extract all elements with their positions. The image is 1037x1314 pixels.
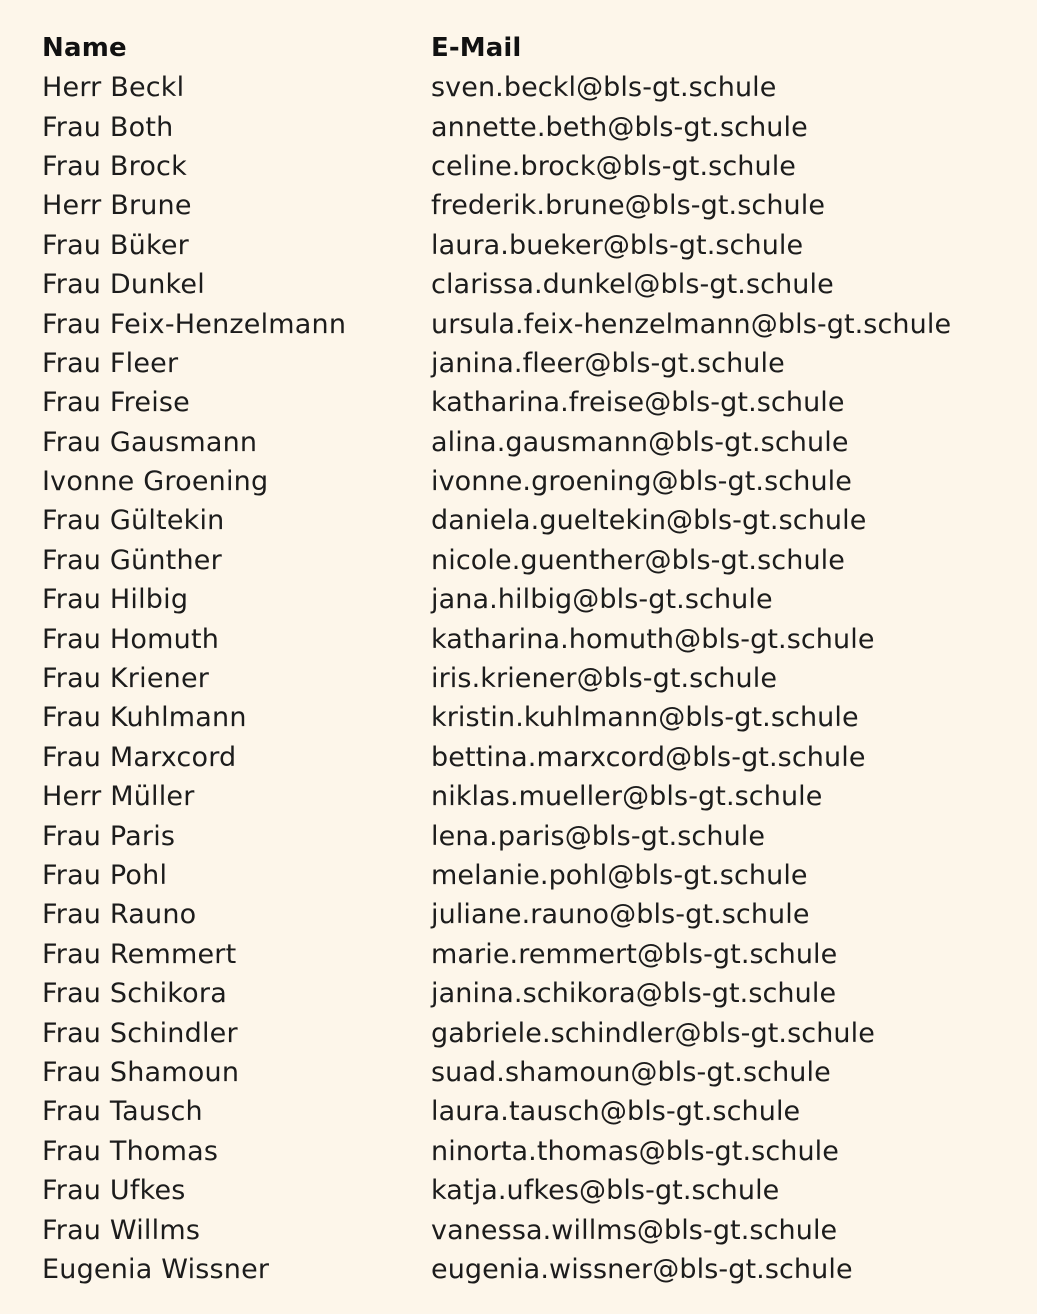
- table-row: [42, 659, 1002, 698]
- table-row: [42, 580, 1002, 619]
- contact-email: sven.beckl@bls-gt.schule: [431, 72, 777, 104]
- table-row: [42, 541, 1002, 580]
- contact-name: Frau Rauno: [42, 899, 197, 931]
- table-row: [42, 1250, 1002, 1289]
- contact-email: bettina.marxcord@bls-gt.schule: [431, 741, 866, 773]
- table-row: [42, 856, 1002, 895]
- contact-email: jana.hilbig@bls-gt.schule: [431, 584, 773, 616]
- table-row: [42, 935, 1002, 974]
- contact-name: Herr Müller: [42, 781, 195, 813]
- contact-email: katja.ufkes@bls-gt.schule: [431, 1175, 780, 1207]
- table-row: [42, 344, 1002, 383]
- contact-name: Frau Kuhlmann: [42, 702, 247, 734]
- contact-name: Frau Dunkel: [42, 269, 205, 301]
- contact-email: laura.bueker@bls-gt.schule: [431, 229, 804, 261]
- table-row: [42, 1132, 1002, 1171]
- contact-name: Frau Paris: [42, 820, 176, 852]
- table-row: [42, 68, 1002, 107]
- contact-email: juliane.rauno@bls-gt.schule: [431, 899, 810, 931]
- contact-email: vanessa.willms@bls-gt.schule: [431, 1214, 838, 1246]
- contact-name: Frau Homuth: [42, 623, 220, 655]
- contact-name: Frau Marxcord: [42, 741, 237, 773]
- column-header-email: E-Mail: [431, 33, 522, 63]
- contact-email: daniela.gueltekin@bls-gt.schule: [431, 505, 867, 537]
- contact-email: janina.fleer@bls-gt.schule: [431, 347, 785, 379]
- table-row: [42, 1053, 1002, 1092]
- contact-table: [42, 28, 1002, 1289]
- contact-name: Frau Brock: [42, 150, 187, 182]
- table-row: [42, 974, 1002, 1013]
- table-row: [42, 423, 1002, 462]
- contact-email: ursula.feix-henzelmann@bls-gt.schule: [431, 308, 952, 340]
- contact-name: Frau Kriener: [42, 663, 210, 695]
- contact-name: Frau Schindler: [42, 1017, 238, 1049]
- table-row: [42, 186, 1002, 225]
- contact-email: ivonne.groening@bls-gt.schule: [431, 466, 852, 498]
- contact-name: Frau Hilbig: [42, 584, 189, 616]
- contact-name: Frau Pohl: [42, 860, 168, 891]
- table-header-row: [42, 28, 1002, 68]
- table-row: [42, 895, 1002, 934]
- contact-email: alina.gausmann@bls-gt.schule: [431, 426, 849, 458]
- contact-email: marie.remmert@bls-gt.schule: [431, 938, 838, 970]
- table-row: [42, 147, 1002, 186]
- contact-email: katharina.homuth@bls-gt.schule: [431, 623, 875, 655]
- table-row: [42, 1171, 1002, 1210]
- table-row: [42, 383, 1002, 422]
- column-header-name: Name: [42, 33, 127, 63]
- contact-email: katharina.freise@bls-gt.schule: [431, 387, 845, 419]
- table-row: [42, 226, 1002, 265]
- contact-name: Frau Thomas: [42, 1135, 219, 1167]
- contact-email: suad.shamoun@bls-gt.schule: [431, 1056, 831, 1088]
- table-row: [42, 107, 1002, 146]
- contact-name: Herr Brune: [42, 190, 192, 222]
- contact-name: Frau Ufkes: [42, 1175, 186, 1207]
- contact-name: Frau Gültekin: [42, 505, 225, 537]
- contact-email: laura.tausch@bls-gt.schule: [431, 1096, 801, 1128]
- table-row: [42, 777, 1002, 816]
- contact-name: Eugenia Wissner: [42, 1253, 270, 1285]
- contact-email: annette.beth@bls-gt.schule: [431, 111, 808, 143]
- table-row: [42, 619, 1002, 658]
- contact-name: Frau Fleer: [42, 347, 179, 379]
- contact-name: Frau Gausmann: [42, 426, 258, 458]
- table-row: [42, 1092, 1002, 1131]
- contact-email: clarissa.dunkel@bls-gt.schule: [431, 269, 834, 301]
- contact-name: Frau Willms: [42, 1214, 201, 1246]
- contact-email: celine.brock@bls-gt.schule: [431, 150, 797, 182]
- table-row: [42, 1210, 1002, 1249]
- contact-name: Frau Schikora: [42, 978, 227, 1010]
- contact-email: niklas.mueller@bls-gt.schule: [431, 781, 823, 813]
- contact-name: Ivonne Groening: [42, 466, 269, 498]
- contact-email: frederik.brune@bls-gt.schule: [431, 190, 826, 222]
- table-row: [42, 698, 1002, 737]
- contact-name: Frau Both: [42, 111, 174, 143]
- table-row: [42, 265, 1002, 304]
- contact-name: Frau Remmert: [42, 938, 237, 970]
- table-row: [42, 738, 1002, 777]
- table-body: [42, 68, 1002, 1289]
- contact-email: iris.kriener@bls-gt.schule: [431, 663, 778, 695]
- contact-email: gabriele.schindler@bls-gt.schule: [431, 1017, 875, 1049]
- table-row: [42, 1013, 1002, 1052]
- contact-name: Frau Freise: [42, 387, 190, 419]
- contact-email: janina.schikora@bls-gt.schule: [431, 978, 837, 1010]
- table-row: [42, 304, 1002, 343]
- contact-name: Frau Tausch: [42, 1096, 203, 1128]
- contact-email: lena.paris@bls-gt.schule: [431, 820, 766, 852]
- contact-name: Frau Shamoun: [42, 1056, 240, 1088]
- table-row: [42, 501, 1002, 540]
- contact-email: ninorta.thomas@bls-gt.schule: [431, 1135, 839, 1167]
- contact-name: Frau Feix-Henzelmann: [42, 308, 347, 340]
- contact-name: Frau Büker: [42, 229, 189, 261]
- contact-email: nicole.guenther@bls-gt.schule: [431, 544, 845, 576]
- table-row: [42, 816, 1002, 855]
- contact-email: melanie.pohl@bls-gt.schule: [431, 860, 808, 891]
- contact-email: kristin.kuhlmann@bls-gt.schule: [431, 702, 859, 734]
- contact-name: Frau Günther: [42, 544, 222, 576]
- contact-name: Herr Beckl: [42, 72, 185, 104]
- contact-email: eugenia.wissner@bls-gt.schule: [431, 1253, 853, 1285]
- table-row: [42, 462, 1002, 501]
